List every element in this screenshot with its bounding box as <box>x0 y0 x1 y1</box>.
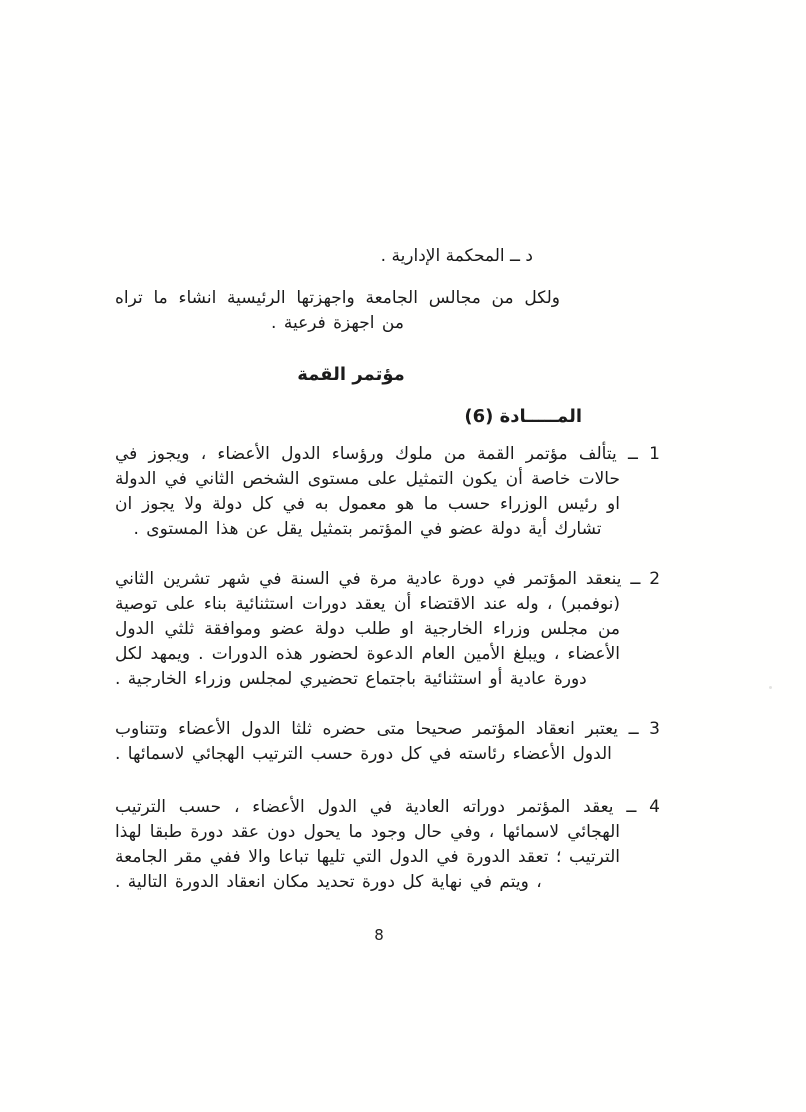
item-number-3: 3 ــ <box>628 719 660 739</box>
section-title: مؤتمر القمة <box>297 364 405 385</box>
article-item-1 <box>115 442 660 542</box>
page-number: 8 <box>374 926 384 944</box>
scan-noise-speck <box>769 686 772 689</box>
intro-paragraph: ولكل من مجالس الجامعة واجهزتها الرئيسية انشاء ما تراه من اجهزة فرعية . <box>115 288 560 333</box>
item-number-4: 4 ــ <box>626 797 660 817</box>
court-line: د ــ المحكمة الإدارية . <box>380 246 533 266</box>
item-number-2: 2 ــ <box>630 569 661 589</box>
item-text-4: يعقد المؤتمر دوراته العادية في الدول الأعضاء ، حسب الترتيب الهجائي لاسمائها ، وفي حال وجود ما يحول دون عقد دورة طبقا لهذا الترتيب ؛ تعقد الدورة في الدول التي تليها تباعا والا ففي مقر الجامعة ، ويتم في نهاية كل دورة تحديد مكان انعقاد الدورة التالية . <box>115 797 620 892</box>
article-number-heading: المـــــادة (6) <box>464 406 582 427</box>
item-text-1: يتألف مؤتمر القمة من ملوك ورؤساء الدول الأعضاء ، ويجوز في حالات خاصة أن يكون التمثيل على مستوى الشخص الثاني في الدولة او رئيس الوزراء حسب ما هو معمول به في كل دولة ولا يجوز ان تشارك أية دولة عضو في المؤتمر بتمثيل يقل عن هذا المستوى . <box>115 444 620 539</box>
item-text-3: يعتبر انعقاد المؤتمر صحيحا متى حضره ثلثا الدول الأعضاء وتتناوب الدول الأعضاء رئاسته في كل دورة حسب الترتيب الهجائي لاسمائها . <box>115 719 619 764</box>
item-number-1: 1 ــ <box>627 444 660 464</box>
item-text-2: ينعقد المؤتمر في دورة عادية مرة في السنة في شهر تشرين الثاني (نوفمبر) ، وله عند الاقتضاء أن يعقد دورات استثنائية بناء على توصية من مجلس وزراء الخارجية او طلب دولة عضو وموافقة ثلثي الدول الأعضاء ، ويبلغ الأمين العام الدعوة لحضور هذه الدورات . ويمهد لكل دورة عادية أو استثنائية باجتماع تحضيري لمجلس وزراء الخارجية . <box>115 569 622 689</box>
article-item-3 <box>115 717 660 767</box>
article-item-2 <box>115 567 660 692</box>
article-item-4 <box>115 795 660 895</box>
